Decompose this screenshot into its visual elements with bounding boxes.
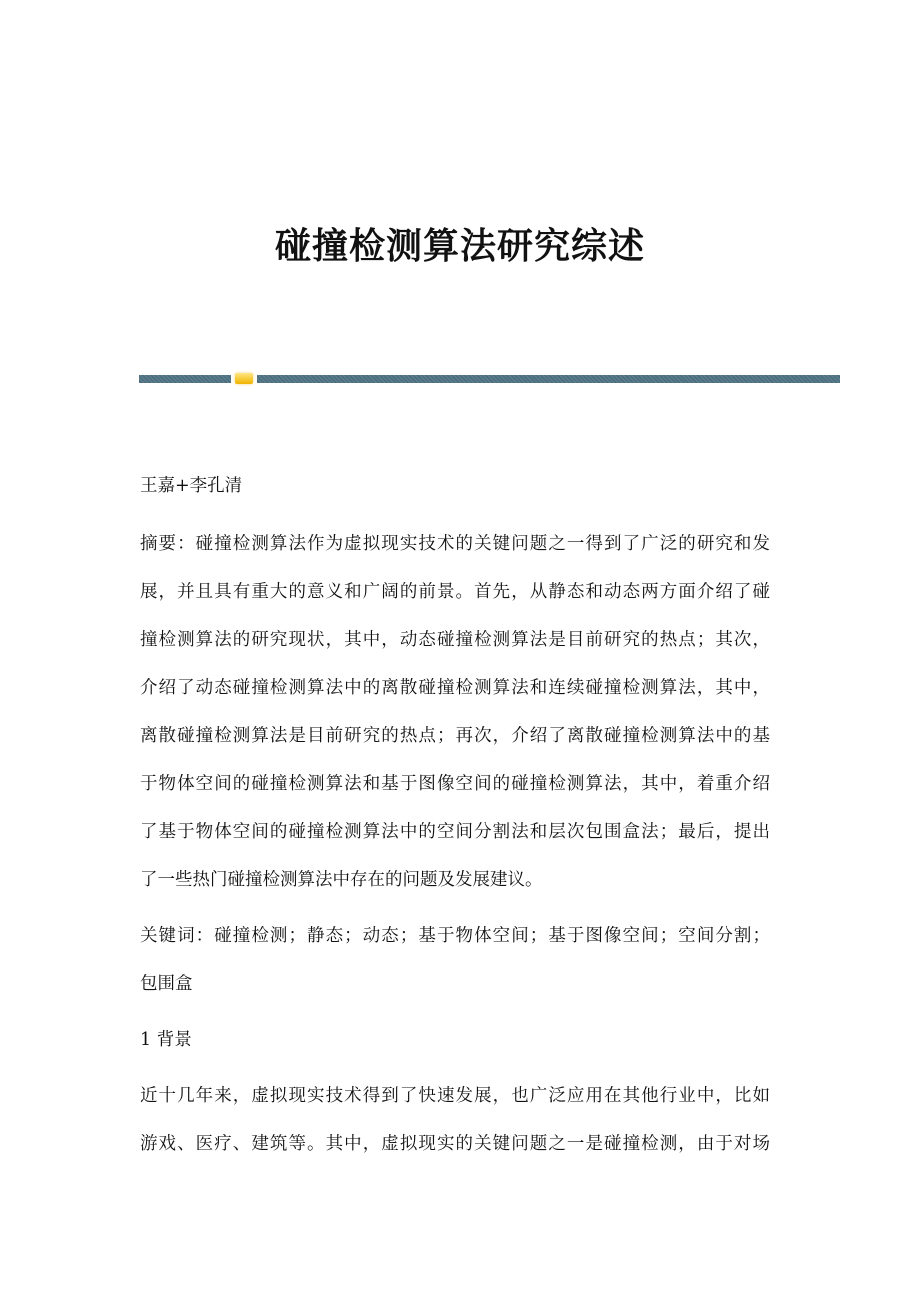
decorative-rule-left: [139, 375, 231, 383]
decorative-gem-icon: [235, 373, 253, 384]
abstract-line: 展，并且具有重大的意义和广阔的前景。首先，从静态和动态两方面介绍了碰: [140, 582, 770, 602]
abstract-line: 介绍了动态碰撞检测算法中的离散碰撞检测算法和连续碰撞检测算法，其中，: [140, 678, 770, 698]
keywords-line: 包围盒: [140, 974, 193, 994]
body-line: 游戏、医疗、建筑等。其中，虚拟现实的关键问题之一是碰撞检测，由于对场: [140, 1134, 770, 1154]
section-heading: 1 背景: [140, 1030, 192, 1050]
authors: 王嘉+李孔清: [140, 476, 243, 496]
abstract-line: 于物体空间的碰撞检测算法和基于图像空间的碰撞检测算法，其中，着重介绍: [140, 774, 770, 794]
abstract-line: 了一些热门碰撞检测算法中存在的问题及发展建议。: [140, 870, 543, 890]
abstract-line: 摘要：碰撞检测算法作为虚拟现实技术的关键问题之一得到了广泛的研究和发: [140, 534, 770, 554]
keywords-line: 关键词：碰撞检测；静态；动态；基于物体空间；基于图像空间；空间分割；: [140, 926, 770, 946]
abstract-line: 了基于物体空间的碰撞检测算法中的空间分割法和层次包围盒法；最后，提出: [140, 822, 770, 842]
decorative-rule-right: [257, 375, 840, 383]
abstract-line: 撞检测算法的研究现状，其中，动态碰撞检测算法是目前研究的热点；其次，: [140, 630, 770, 650]
document-title: 碰撞检测算法研究综述: [274, 225, 645, 267]
abstract-line: 离散碰撞检测算法是目前研究的热点；再次，介绍了离散碰撞检测算法中的基: [140, 726, 770, 746]
body-line: 近十几年来，虚拟现实技术得到了快速发展，也广泛应用在其他行业中，比如: [140, 1086, 770, 1106]
